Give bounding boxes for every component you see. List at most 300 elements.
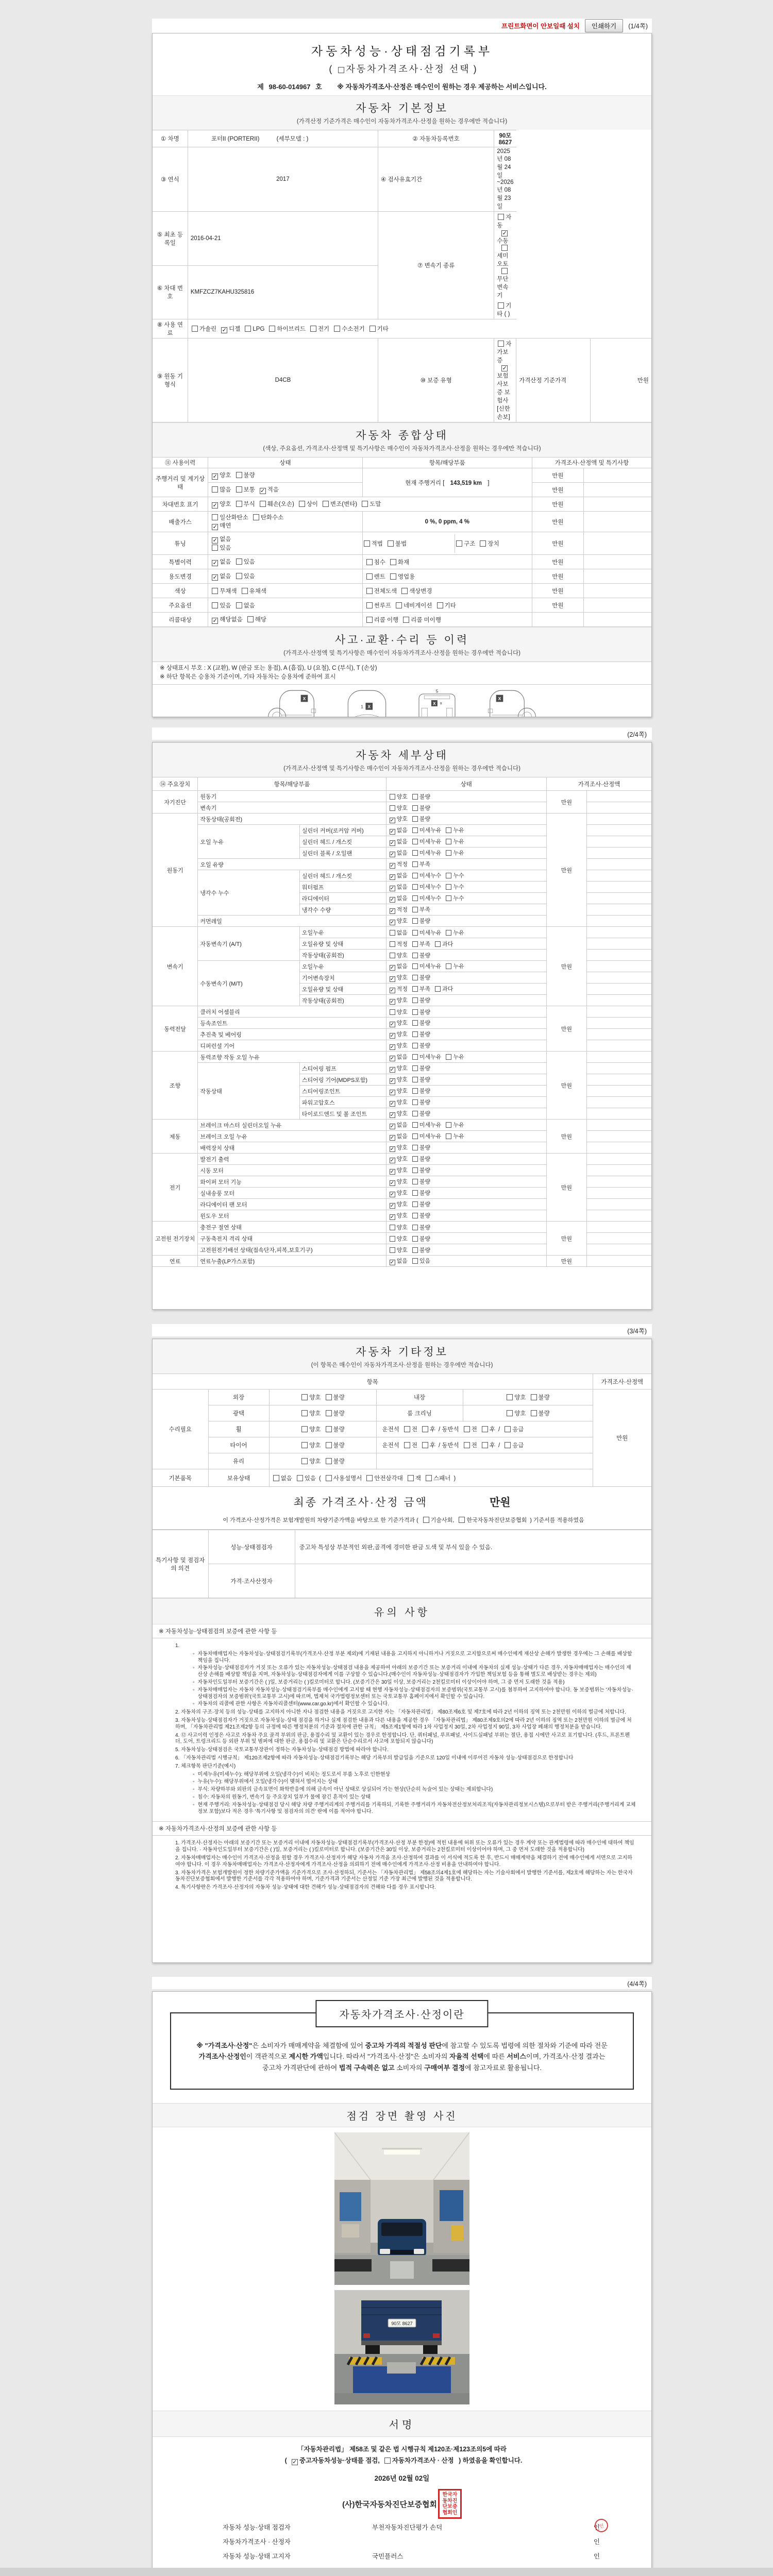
checkbox-label: 미세누유 <box>419 1133 442 1140</box>
checkbox-양호[interactable]: ✓ <box>390 920 395 925</box>
price-blank <box>586 1154 651 1165</box>
checkbox-후[interactable] <box>482 1426 488 1432</box>
checkbox-보통[interactable] <box>236 486 242 493</box>
section-basic-subtitle: (가격산정 기준가격은 매수인이 자동차가격조사·산정을 원하는 경우에만 적습니다) <box>296 118 508 125</box>
checkbox-전[interactable] <box>464 1442 470 1448</box>
checkbox-과다[interactable] <box>435 986 441 992</box>
price-unit: 만원 <box>532 468 583 483</box>
checkbox-디젤[interactable]: ✓ <box>222 327 227 333</box>
checkbox-썬루프[interactable] <box>366 602 373 608</box>
checkbox-중고자동차성능·상태를 점검,[interactable]: ✓ <box>292 2459 297 2466</box>
checkbox-양호[interactable]: ✓ <box>390 1090 395 1095</box>
checkbox-가솔린[interactable] <box>192 326 198 332</box>
checkbox-불량[interactable] <box>326 1426 332 1432</box>
checkbox-해당없음[interactable]: ✓ <box>212 618 217 624</box>
tire-state <box>269 1437 376 1453</box>
checkbox-label: 양호 <box>309 1395 321 1401</box>
checkbox-잭[interactable] <box>408 1475 414 1481</box>
note-bullet: ◦ 자동차의 리콜에 관한 사항은 자동차리콜센터(www.car.go.kr)에서 확인할 수 있습니다. <box>193 1701 389 1707</box>
checkbox-탄화수소[interactable] <box>253 514 259 520</box>
checkbox-불량[interactable] <box>412 1213 418 1218</box>
page-indicator-4: (4/4쪽) <box>152 1977 652 1989</box>
checkbox-불량[interactable] <box>412 1247 418 1253</box>
checkbox-label: 많음 <box>220 487 231 493</box>
checkbox-양호[interactable]: ✓ <box>390 1078 395 1084</box>
checkbox-불량[interactable] <box>412 953 418 958</box>
checkbox-불량[interactable] <box>412 997 418 1003</box>
checkbox-양호[interactable]: ✓ <box>390 1192 395 1197</box>
checkbox-해당[interactable] <box>247 616 254 622</box>
checkbox-없음[interactable]: ✓ <box>212 537 217 544</box>
note-bullet: ◦ 침수: 자동차의 원동기, 변속기 등 주요장치 일부가 물에 잠긴 흔적이 있는 상태 <box>193 1794 371 1800</box>
checkbox-label: 부족 <box>419 907 431 913</box>
checkbox-label: 안전삼각대 <box>374 1475 403 1482</box>
checkbox-있음[interactable] <box>236 573 242 579</box>
checkbox-불량[interactable] <box>412 794 418 800</box>
checkbox-label: 전체도색 <box>374 588 397 595</box>
checkbox-부식[interactable] <box>236 501 242 507</box>
checkbox-미세누수[interactable] <box>412 873 418 878</box>
checkbox-적정[interactable]: ✓ <box>390 988 395 993</box>
seal-placeholder: 인 <box>593 2538 600 2546</box>
checkbox-양호[interactable]: ✓ <box>390 1067 395 1073</box>
price-blank <box>586 904 651 916</box>
checkbox-불량[interactable] <box>531 1394 537 1400</box>
checkbox-하이브리드[interactable] <box>269 326 275 332</box>
checkbox-불량[interactable] <box>412 1043 418 1048</box>
group-price-unit: 만원 <box>546 1052 586 1120</box>
checkbox-label: 불량 <box>419 1235 431 1242</box>
device-group-자기진단: 자기진단 <box>153 791 198 814</box>
checkbox-누수[interactable] <box>446 884 451 890</box>
checkbox-양호[interactable] <box>507 1394 513 1400</box>
page-indicator-3: (3/4쪽) <box>152 1324 652 1336</box>
row-emission-label: 배출가스 <box>153 512 208 532</box>
checkbox-적음[interactable]: ✓ <box>260 488 265 494</box>
checkbox-불량[interactable] <box>412 918 418 924</box>
item-label: 클러치 어셈블리 <box>198 1006 386 1018</box>
item-state <box>386 938 546 950</box>
svg-text:1: 1 <box>361 703 363 709</box>
checkbox-양호[interactable]: ✓ <box>390 1214 395 1220</box>
checkbox-없음[interactable]: ✓ <box>390 1124 395 1129</box>
checkbox-양호[interactable] <box>301 1410 308 1416</box>
sub-group-label: 오일 누유 <box>198 825 300 859</box>
checkbox-누유[interactable] <box>446 1054 451 1060</box>
checkbox-없음[interactable]: ✓ <box>390 874 395 880</box>
checkbox-양호[interactable]: ✓ <box>390 1169 395 1175</box>
checkbox-렌트[interactable] <box>366 573 373 580</box>
checkbox-있음[interactable] <box>236 558 242 565</box>
checkbox-양호[interactable] <box>301 1394 308 1400</box>
checkbox-불량[interactable] <box>531 1410 537 1416</box>
checkbox-label: 불량 <box>243 472 255 479</box>
checkbox-과다[interactable] <box>435 941 441 947</box>
price-blank <box>586 1131 651 1142</box>
inline-text: ) 하였음을 확인합니다. <box>457 2457 523 2465</box>
checkbox-매연[interactable]: ✓ <box>212 524 217 530</box>
checkbox-무단변속기[interactable] <box>501 268 508 274</box>
checkbox-양호[interactable]: ✓ <box>390 1146 395 1152</box>
checkbox-없음[interactable]: ✓ <box>212 560 217 566</box>
checkbox-자동[interactable] <box>498 214 504 220</box>
checkbox-불량[interactable] <box>412 1225 418 1230</box>
checkbox-양호[interactable] <box>507 1410 513 1416</box>
checkbox-후[interactable] <box>422 1426 428 1432</box>
checkbox-양호[interactable]: ✓ <box>390 1203 395 1209</box>
checkbox-양호[interactable] <box>390 1236 395 1242</box>
checkbox-후[interactable] <box>482 1442 488 1448</box>
print-button[interactable]: 인쇄하기 <box>585 19 623 32</box>
checkbox-상이[interactable] <box>299 501 305 507</box>
checkbox-일산화탄소[interactable] <box>212 514 218 520</box>
note-3: 3. 자동차성능·상태점검자가 거짓으로 자동차성능·상태 점검을 하거나 실제 점검한 내용과 다른 내용을 제공한 경우 「자동차관리법」 제80조제9호의2에 따라 2년 이하의 징역 또는 2천만원 이하의 벌금에 처하며, 「자동차관리법 제21조제2항 등의 규정에 따른 행정처분의 기준과 절차에 관한 규칙」 제5조제1항에 따라 1차 사업정지 30일, 2차 사업정지 90일, 3차 사업장 폐쇄의 행정처분을 받습니다. <box>175 1717 632 1730</box>
checkbox-누유[interactable] <box>446 827 451 833</box>
checkbox-미세누수[interactable] <box>412 895 418 901</box>
checkbox-기술사회,[interactable] <box>423 1517 429 1523</box>
checkbox-양호[interactable]: ✓ <box>390 1022 395 1027</box>
device-group-원동기: 원동기 <box>153 814 198 927</box>
inline-text: ( <box>284 2457 287 2465</box>
checkbox-불량[interactable] <box>412 1077 418 1082</box>
checkbox-전[interactable] <box>464 1426 470 1432</box>
inline-text: ) 기준서를 적용하였음 <box>530 1517 584 1523</box>
checkbox-label: 불량 <box>333 1459 345 1465</box>
checkbox-label: 색상변경 <box>409 588 432 595</box>
checkbox-불량[interactable] <box>326 1442 332 1448</box>
checkbox-미세누유[interactable] <box>412 930 418 936</box>
price-blank <box>586 1108 651 1120</box>
checkbox-부족[interactable] <box>412 907 418 912</box>
checkbox-많음[interactable] <box>212 486 218 493</box>
checkbox-label: 없음 <box>396 839 408 845</box>
notes-title: 유의 사항 <box>153 1598 651 1624</box>
checkbox-양호[interactable] <box>301 1442 308 1448</box>
value-car-name: 포터II (PORTERII) (세부모델 : ) <box>188 130 378 147</box>
special-history-detail <box>362 555 532 569</box>
section-accident-title: 사고·교환·수리 등 이력 <box>334 634 469 646</box>
checkbox-label: 침수 <box>374 559 385 566</box>
checkbox-label: 양호 <box>396 1099 408 1106</box>
note-bullet: ◦ 자동차매매업자는 자동차성능·상태점검기록부(가격조사·산정 부분 제외)에 기재된 내용을 고지하지 아니하거나 거짓으로 고지함으로써 매수인에게 재산상 손해가 발생한 경우에는 그 손해를 배상할 책임을 집니다. <box>193 1651 632 1664</box>
checkbox-미세누유[interactable] <box>412 850 418 856</box>
checkbox-label: 있음 <box>419 1258 431 1264</box>
emission-values: 0 %, 0 ppm, 4 % <box>362 512 532 532</box>
checkbox-부족[interactable] <box>412 941 418 947</box>
checkbox-수동[interactable]: ✓ <box>502 230 507 236</box>
checkbox-없음[interactable]: ✓ <box>212 574 217 581</box>
item-label: 스티어링조인트 <box>299 1086 386 1097</box>
checkbox-label: 변조(변타) <box>330 501 358 507</box>
checkbox-무채색[interactable] <box>212 588 218 594</box>
checkbox-label: 불량 <box>333 1395 345 1401</box>
notes-sec2-title: ※ 자동차가격조사·산정의 보증에 관한 사항 등 <box>153 1821 651 1836</box>
item-state <box>386 1029 546 1040</box>
checkbox-LPG[interactable] <box>245 326 251 332</box>
checkbox-label: 장치 <box>488 540 499 547</box>
checkbox-불량[interactable] <box>412 1088 418 1094</box>
checkbox-양호[interactable]: ✓ <box>390 1112 395 1118</box>
checkbox-양호[interactable] <box>390 805 395 811</box>
checkbox-불량[interactable] <box>412 816 418 822</box>
item-state <box>386 950 546 961</box>
checkbox-불량[interactable] <box>412 1201 418 1207</box>
checkbox-label: 훼손(오손) <box>267 501 294 507</box>
price-empty <box>532 613 583 627</box>
checkbox-세미오토[interactable] <box>501 245 508 251</box>
price-blank <box>586 950 651 961</box>
checkbox-누유[interactable] <box>446 963 451 969</box>
checkbox-label: 없음 <box>396 873 408 879</box>
item-state <box>386 814 546 825</box>
checkbox-없음[interactable]: ✓ <box>390 1260 395 1265</box>
checkbox-불량[interactable] <box>412 975 418 980</box>
checkbox-있음[interactable] <box>212 602 218 608</box>
checkbox-label: 기타 <box>377 326 389 332</box>
checkbox-없음[interactable]: ✓ <box>390 840 395 846</box>
checkbox-양호[interactable] <box>390 1247 395 1253</box>
checkbox-불량[interactable] <box>412 1009 418 1015</box>
checkbox-label: 기술사회, <box>430 1517 455 1523</box>
print-toolbar <box>152 19 652 33</box>
checkbox-불량[interactable] <box>412 1099 418 1105</box>
checkbox-구조[interactable] <box>456 540 462 547</box>
checkbox-label: 썬루프 <box>374 602 391 609</box>
checkbox-부족[interactable] <box>412 861 418 867</box>
inline-text: / <box>498 1443 500 1449</box>
checkbox-없음[interactable] <box>236 602 242 608</box>
checkbox-수소전기[interactable] <box>334 326 340 332</box>
bottom-scroll-strip[interactable] <box>0 2568 773 2576</box>
signer-row <box>173 2520 631 2534</box>
field-engine-type: ⑨ 원동 기형식 <box>153 338 188 422</box>
checkbox-변조(변타)[interactable] <box>323 501 329 507</box>
checkbox-없음[interactable]: ✓ <box>390 1056 395 1061</box>
checkbox-label: 양호 <box>396 816 408 822</box>
signature-law-line: 「자동차관리법」 제58조 및 같은 법 시행규칙 제120조·제123조의5에 따라 <box>297 2446 507 2453</box>
checkbox-리콜 이행[interactable] <box>366 617 373 623</box>
checkbox-적정[interactable] <box>390 941 395 947</box>
item-label: 시동 모터 <box>198 1165 386 1176</box>
price-blank <box>583 512 651 532</box>
item-label: 등속조인트 <box>198 1018 386 1029</box>
checkbox-안전삼각대[interactable] <box>366 1475 373 1481</box>
checkbox-없음[interactable] <box>273 1475 279 1481</box>
checkbox-불량[interactable] <box>412 1020 418 1026</box>
doc-no-suffix: 호 <box>315 83 322 91</box>
checkbox-불량[interactable] <box>236 472 242 478</box>
checkbox-불법[interactable] <box>388 540 394 547</box>
checkbox-label: 불량 <box>419 1247 431 1253</box>
checkbox-자동차가격조사·산정 선택[interactable] <box>338 67 344 73</box>
checkbox-미세누수[interactable] <box>412 884 418 890</box>
checkbox-유채색[interactable] <box>242 588 248 594</box>
checkbox-누유[interactable] <box>446 850 451 856</box>
checkbox-기타[interactable] <box>437 602 443 608</box>
checkbox-label: 없음 <box>396 827 408 834</box>
checkbox-불량[interactable] <box>412 805 418 811</box>
checkbox-양호[interactable]: ✓ <box>390 976 395 982</box>
checkbox-없음[interactable]: ✓ <box>390 886 395 891</box>
checkbox-누유[interactable] <box>446 1133 451 1139</box>
group-price-unit: 만원 <box>546 1222 586 1256</box>
print-install-notice: 프린트화면이 안보일때 설치 <box>501 23 580 30</box>
checkbox-한국자동차진단보증협회[interactable] <box>459 1517 465 1523</box>
checkbox-훼손(오손)[interactable] <box>260 501 266 507</box>
checkbox-불량[interactable] <box>412 1065 418 1071</box>
checkbox-후[interactable] <box>422 1442 428 1448</box>
checkbox-없음[interactable]: ✓ <box>390 852 395 857</box>
checkbox-양호[interactable]: ✓ <box>390 1101 395 1107</box>
checkbox-label: 미세누유 <box>419 839 442 845</box>
item-label: 워터펌프 <box>299 882 386 893</box>
price-unit: 만원 <box>532 483 583 497</box>
price-blank <box>586 1188 651 1199</box>
checkbox-양호[interactable]: ✓ <box>390 1158 395 1163</box>
checkbox-적법[interactable] <box>364 540 370 547</box>
checkbox-미세누유[interactable] <box>412 1133 418 1139</box>
checkbox-미세누유[interactable] <box>412 1122 418 1128</box>
checkbox-양호[interactable] <box>390 1225 395 1230</box>
note-7: 7. 체크항목 판단기준(예시) <box>175 1763 236 1769</box>
item-state <box>386 995 546 1006</box>
group-basic-items: 기본품목 <box>153 1469 208 1487</box>
checkbox-기타 ( )[interactable] <box>498 302 504 309</box>
checkbox-적정[interactable]: ✓ <box>390 863 395 869</box>
checkbox-있음[interactable] <box>212 545 218 551</box>
checkbox-침수[interactable] <box>366 559 373 565</box>
checkbox-누수[interactable] <box>446 895 451 901</box>
checkbox-없음[interactable]: ✓ <box>390 829 395 835</box>
checkbox-도말[interactable] <box>362 501 368 507</box>
document-number-line <box>153 81 651 91</box>
checkbox-label: 누유 <box>453 850 464 856</box>
checkbox-label: 양호 <box>514 1411 526 1417</box>
checkbox-응급[interactable] <box>505 1442 511 1448</box>
checkbox-전[interactable] <box>404 1426 410 1432</box>
checkbox-네비게이션[interactable] <box>396 602 402 608</box>
checkbox-없음[interactable] <box>390 930 395 936</box>
checkbox-없음[interactable]: ✓ <box>390 965 395 971</box>
checkbox-영업용[interactable] <box>390 573 396 580</box>
checkbox-전[interactable] <box>404 1442 410 1448</box>
checkbox-미세누유[interactable] <box>412 827 418 833</box>
checkbox-미세누유[interactable] <box>412 1054 418 1060</box>
checkbox-부족[interactable] <box>412 986 418 992</box>
checkbox-불량[interactable] <box>412 1190 418 1196</box>
checkbox-사용설명서[interactable] <box>326 1475 332 1481</box>
checkbox-불량[interactable] <box>412 1156 418 1162</box>
checkbox-스패너[interactable] <box>426 1475 432 1481</box>
checkbox-양호[interactable]: ✓ <box>390 1180 395 1186</box>
checkbox-전기[interactable] <box>310 326 316 332</box>
device-group-연료: 연료 <box>153 1256 198 1267</box>
checkbox-미세누유[interactable] <box>412 963 418 969</box>
price-blank <box>586 1176 651 1188</box>
checkbox-기타[interactable] <box>369 326 376 332</box>
checkbox-불량[interactable] <box>326 1394 332 1400</box>
checkbox-불량[interactable] <box>412 1179 418 1184</box>
page-4 <box>152 1991 652 2568</box>
item-state <box>386 1233 546 1244</box>
checkbox-양호[interactable]: ✓ <box>390 999 395 1005</box>
checkbox-색상변경[interactable] <box>401 588 408 594</box>
checkbox-누유[interactable] <box>446 839 451 844</box>
signer-role: 자동차 성능·상태 고지자 <box>223 2553 291 2561</box>
checkbox-없음[interactable]: ✓ <box>390 1135 395 1141</box>
holding-state <box>269 1469 593 1487</box>
signature-title: 서명 <box>153 2411 651 2437</box>
detail-row <box>153 1256 651 1267</box>
item-state <box>386 1086 546 1097</box>
checkbox-있음[interactable] <box>412 1258 418 1264</box>
checkbox-양호[interactable] <box>301 1458 308 1464</box>
checkbox-label: 구조 <box>464 540 476 547</box>
checkbox-불량[interactable] <box>326 1458 332 1464</box>
checkbox-양호[interactable]: ✓ <box>390 1044 395 1050</box>
checkbox-자가보증[interactable] <box>498 341 504 347</box>
checkbox-있음[interactable] <box>297 1475 303 1481</box>
note-m2: 2. 자동차매매업자는 매수인이 가격조사·산정을 원할 경우 가격조사·산정자가 해당 자동차 가격을 조사·산정하여 결과를 이 서식에 적도록 한 후, 반드시 매매계약을 체결하기 전에 매수인에게 서면으로 고지하여야 합니다. 이 경우 자동차매매업자는 가격조사·산정자에게 가격조사·산정을 의뢰하기 전에 매수인에게 가격조사·산정 비용을 안내하여야 합니다. <box>175 1855 632 1868</box>
checkbox-불량[interactable] <box>412 1236 418 1242</box>
checkbox-없음[interactable]: ✓ <box>390 897 395 903</box>
inline-text: 이 가격조사·산정가격은 보험개발원의 차량기준가액을 바탕으로 한 기준가격과 ( <box>223 1517 418 1523</box>
glass-empty <box>376 1453 593 1469</box>
checkbox-누유[interactable] <box>446 1122 451 1128</box>
checkbox-양호[interactable] <box>390 953 395 958</box>
checkbox-양호[interactable]: ✓ <box>212 473 217 480</box>
legend-codes: ※ 상태표시 부호 : X (교환), W (판금 또는 용접), A (흠집), U (요철), C (부식), T (손상) <box>160 665 377 671</box>
price-blank <box>586 1165 651 1176</box>
checkbox-보험사보증 보험사[신한손보][interactable]: ✓ <box>502 365 507 371</box>
price-blank <box>586 995 651 1006</box>
checkbox-양호[interactable]: ✓ <box>390 818 395 823</box>
field-vin: ⑥ 차대 번호 <box>153 265 188 319</box>
checkbox-적정[interactable]: ✓ <box>390 908 395 914</box>
checkbox-누유[interactable] <box>446 930 451 936</box>
checkbox-미세누유[interactable] <box>412 839 418 844</box>
value-transmission <box>494 212 516 319</box>
checkbox-label: 양호 <box>396 1213 408 1219</box>
checkbox-화재[interactable] <box>390 559 396 565</box>
checkbox-장치[interactable] <box>480 540 486 547</box>
price-blank <box>586 1244 651 1256</box>
checkbox-불량[interactable] <box>412 1111 418 1116</box>
checkbox-불량[interactable] <box>412 1167 418 1173</box>
item-state <box>386 916 546 927</box>
checkbox-양호[interactable] <box>301 1426 308 1432</box>
checkbox-불량[interactable] <box>412 1031 418 1037</box>
checkbox-응급[interactable] <box>505 1426 511 1432</box>
checkbox-양호[interactable]: ✓ <box>212 502 217 509</box>
checkbox-label: 미세누수 <box>419 873 442 879</box>
checkbox-전체도색[interactable] <box>366 588 373 594</box>
checkbox-불량[interactable] <box>326 1410 332 1416</box>
value-warranty-type <box>494 338 516 422</box>
price-blank <box>586 893 651 904</box>
checkbox-양호[interactable] <box>390 1009 395 1015</box>
checkbox-리콜 미이행[interactable] <box>403 617 409 623</box>
checkbox-label: 없음 <box>396 1133 408 1140</box>
checkbox-자동차가격조사 · 산정[interactable] <box>384 2458 391 2464</box>
checkbox-불량[interactable] <box>412 1145 418 1150</box>
checkbox-양호[interactable] <box>390 794 395 800</box>
checkbox-누수[interactable] <box>446 873 451 878</box>
signer-name: 부천자동차진단평가 손덕 <box>372 2524 443 2532</box>
checkbox-label: 무채색 <box>220 588 237 595</box>
checkbox-양호[interactable]: ✓ <box>390 1033 395 1039</box>
checkbox-label: 불량 <box>419 1020 431 1026</box>
